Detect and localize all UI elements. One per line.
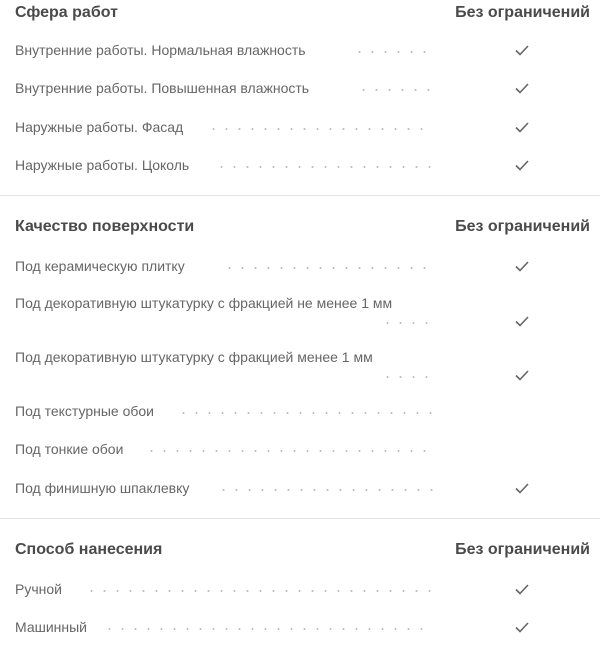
dot-leader (85, 590, 433, 592)
check-icon (512, 580, 532, 598)
section-title: Качество поверхности (15, 218, 195, 235)
list-item (15, 581, 520, 599)
row-label: Под финишную шпаклевку (15, 480, 190, 496)
section-status: Без ограничений (455, 541, 590, 558)
dot-leader (223, 267, 433, 269)
dot-leader (381, 376, 433, 378)
row-label: Внутренние работы. Нормальная влажность (15, 42, 306, 58)
dot-leader (217, 489, 433, 491)
dot-leader (103, 628, 433, 630)
section-header-scope (15, 2, 590, 24)
section-status: Без ограничений (455, 4, 590, 21)
section-title: Сфера работ (15, 4, 118, 21)
list-item (15, 480, 520, 498)
list-item (15, 441, 520, 459)
list-item (15, 619, 520, 637)
dot-leader (357, 89, 433, 91)
row-label: Машинный (15, 619, 88, 635)
check-icon (512, 312, 532, 330)
check-icon (512, 257, 532, 275)
dot-leader (215, 166, 433, 168)
row-label: Под декоративную штукатурку с фракцией менее 1 мм (15, 349, 373, 365)
row-label: Под декоративную штукатурку с фракцией не менее 1 мм (15, 295, 393, 311)
row-label: Наружные работы. Цоколь (15, 157, 190, 173)
check-icon (512, 479, 532, 497)
dot-leader (145, 450, 433, 452)
check-icon (512, 41, 532, 59)
section-divider (0, 195, 600, 196)
dot-leader (177, 412, 433, 414)
list-item (15, 42, 520, 60)
check-icon (512, 156, 532, 174)
dot-leader (207, 128, 433, 130)
list-item (15, 80, 520, 98)
row-label: Наружные работы. Фасад (15, 119, 184, 135)
section-header-method (15, 539, 590, 561)
list-item (15, 119, 520, 137)
row-label: Под текстурные обои (15, 403, 155, 419)
check-icon (512, 366, 532, 384)
dot-leader (381, 322, 433, 324)
list-item (15, 295, 520, 313)
check-icon (512, 618, 532, 636)
check-icon (512, 118, 532, 136)
section-title: Способ нанесения (15, 541, 163, 558)
section-header-surface (15, 216, 590, 238)
section-status: Без ограничений (455, 218, 590, 235)
row-label: Под керамическую плитку (15, 258, 185, 274)
list-item (15, 403, 520, 421)
list-item (15, 157, 520, 175)
list-item (15, 349, 520, 367)
dot-leader (353, 51, 433, 53)
list-item (15, 258, 520, 276)
row-label: Внутренние работы. Повышенная влажность (15, 80, 310, 96)
check-icon (512, 79, 532, 97)
section-divider (0, 518, 600, 519)
row-label: Ручной (15, 581, 62, 597)
row-label: Под тонкие обои (15, 441, 124, 457)
